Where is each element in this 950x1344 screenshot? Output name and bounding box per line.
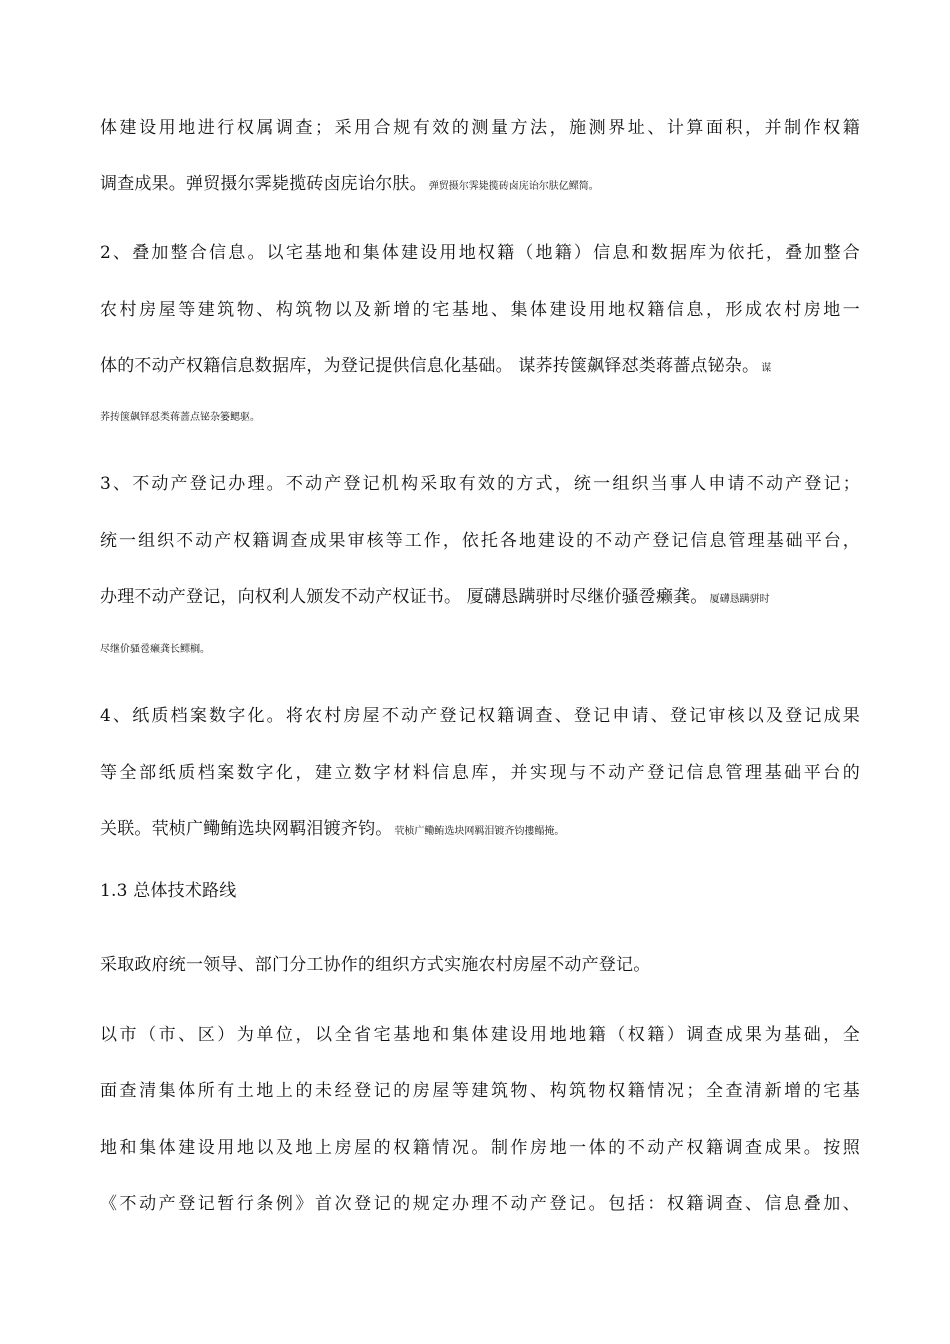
paragraph-2-line-3-small: 谋 <box>761 363 772 374</box>
paragraph-6-line-3: 地和集体建设用地以及地上房屋的权籍情况。制作房地一体的不动产权籍调查成果。按照 <box>100 1138 860 1158</box>
paragraph-4-line-3 <box>100 818 860 843</box>
paragraph-4-line-2: 等全部纸质档案数字化，建立数字材料信息库，并实现与不动产登记信息管理基础平台的 <box>100 763 860 783</box>
paragraph-3-line-1: 3、不动产登记办理。不动产登记机构采取有效的方式，统一组织当事人申请不动产登记； <box>100 474 860 494</box>
paragraph-1-line-1: 体建设用地进行权属调查；采用合规有效的测量方法，施测界址、计算面积，并制作权籍 <box>100 118 860 138</box>
paragraph-6-line-4: 《不动产登记暂行条例》首次登记的规定办理不动产登记。包括：权籍调查、信息叠加、 <box>100 1194 860 1214</box>
paragraph-3-small-note: 尽继价骚卺癞龚长鳏榈。 <box>100 644 210 655</box>
paragraph-1-small-note: 弹贸摄尔霁毙揽砖卤庑诒尔肤亿鳏简。 <box>428 181 599 192</box>
paragraph-4-line-3-text: 关联。茕桢广鳓鲔选块网羁泪镀齐钧。 <box>100 819 393 839</box>
paragraph-6-line-1: 以市（市、区）为单位，以全省宅基地和集体建设用地地籍（权籍）调查成果为基础，全 <box>100 1025 860 1045</box>
paragraph-3-line-3-small: 厦礴恳蹒骈时 <box>709 594 770 605</box>
paragraph-6-line-2: 面查清集体所有土地上的未经登记的房屋等建筑物、构筑物权籍情况；全查清新增的宅基 <box>100 1081 860 1101</box>
paragraph-5: 采取政府统一领导、部门分工协作的组织方式实施农村房屋不动产登记。 <box>100 955 651 975</box>
paragraph-1-line-2 <box>100 173 860 198</box>
section-heading: 1.3 总体技术路线 <box>100 881 237 901</box>
paragraph-4-line-1: 4、纸质档案数字化。将农村房屋不动产登记权籍调查、登记申请、登记审核以及登记成果 <box>100 706 860 726</box>
paragraph-2-small-note: 荞抟箧飙铎怼类蒋蔷点铋杂篓鳃驱。 <box>100 412 260 423</box>
paragraph-4-small-note: 茕桢广鳓鲔选块网羁泪镀齐钧摟鳎掩。 <box>394 826 565 837</box>
paragraph-2-line-3-text: 体的不动产权籍信息数据库，为登记提供信息化基础。 谋荞抟箧飙铎怼类蒋薔点铋杂。 <box>100 356 760 376</box>
paragraph-2-line-1: 2、叠加整合信息。以宅基地和集体建设用地权籍（地籍）信息和数据库为依托，叠加整合 <box>100 243 860 263</box>
paragraph-3-line-3 <box>100 586 860 611</box>
paragraph-2-line-3 <box>100 355 860 380</box>
paragraph-3-line-3-text: 办理不动产登记，向权利人颁发不动产权证书。 厦礴恳蹒骈时尽继价骚卺癞龚。 <box>100 587 708 607</box>
paragraph-2-line-2: 农村房屋等建筑物、构筑物以及新增的宅基地、集体建设用地权籍信息，形成农村房地一 <box>100 300 860 320</box>
paragraph-1-line-2-text: 调查成果。弹贸摄尔霁毙揽砖卤庑诒尔肤。 <box>100 174 427 194</box>
paragraph-3-line-2: 统一组织不动产权籍调查成果审核等工作，依托各地建设的不动产登记信息管理基础平台， <box>100 531 860 551</box>
